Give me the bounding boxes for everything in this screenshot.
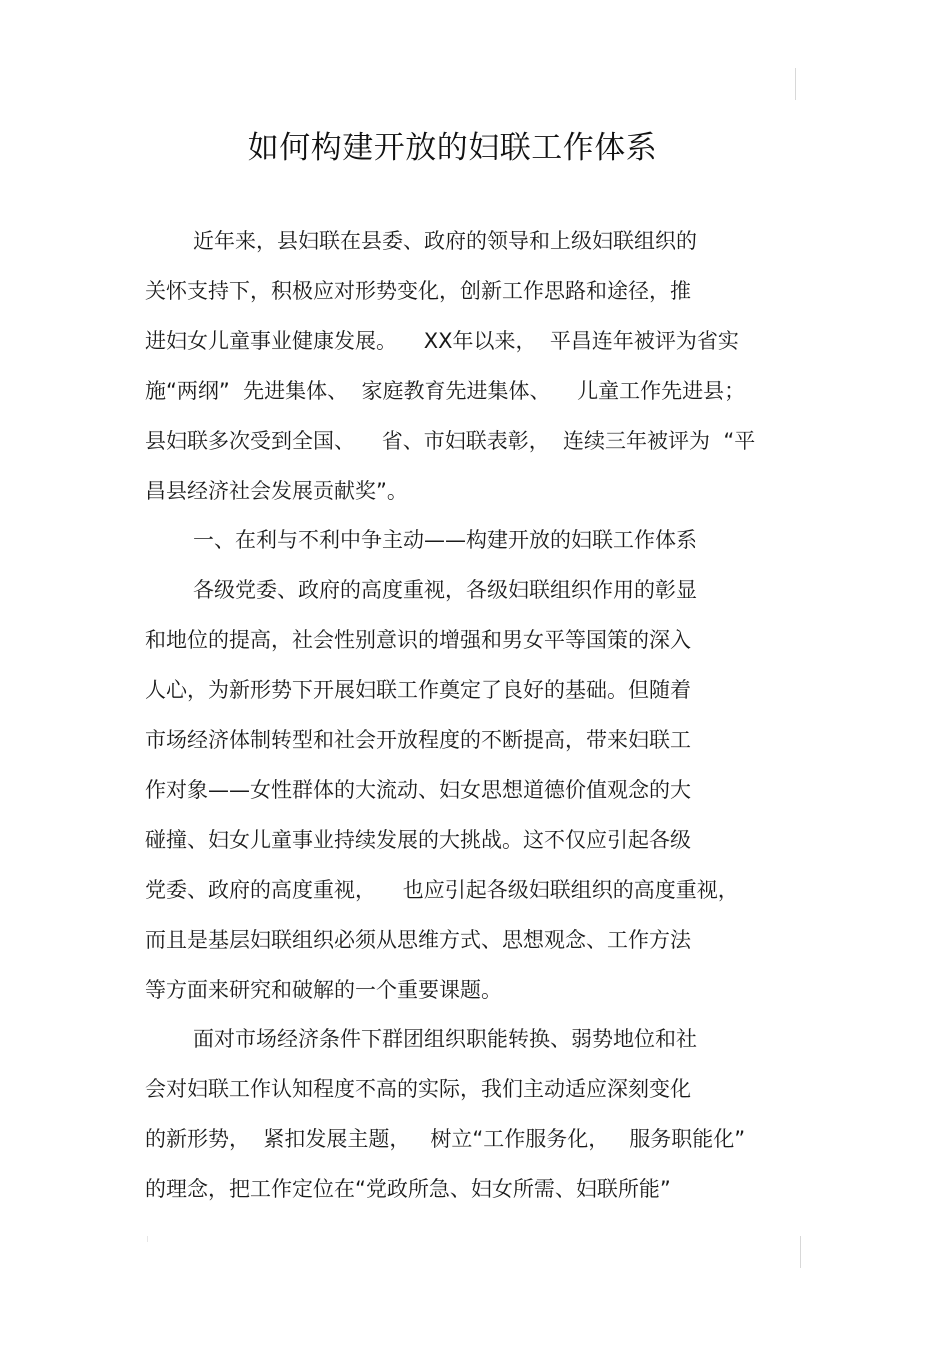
page-edge-mark xyxy=(795,68,796,100)
paragraph-1-line-4: 施“两纲” 先进集体、 家庭教育先进集体、 儿童工作先进县； xyxy=(145,379,746,403)
paragraph-2-line-2: 和地位的提高，社会性别意识的增强和男女平等国策的深入 xyxy=(145,628,691,652)
paragraph-2-line-9: 等方面来研究和破解的一个重要课题。 xyxy=(145,978,502,1002)
page-edge-mark xyxy=(800,1236,801,1268)
paragraph-3-line-2: 会对妇联工作认知程度不高的实际，我们主动适应深刻变化 xyxy=(145,1077,691,1101)
paragraph-2-line-7: 党委、政府的高度重视， 也应引起各级妇联组织的高度重视， xyxy=(145,878,739,902)
paragraph-2-line-5: 作对象——女性群体的大流动、妇女思想道德价值观念的大 xyxy=(145,778,691,802)
paragraph-1-line-2: 关怀支持下，积极应对形势变化，创新工作思路和途径，推 xyxy=(145,279,691,303)
paragraph-2-line-8: 而且是基层妇联组织必须从思维方式、思想观念、工作方法 xyxy=(145,928,691,952)
paragraph-1-line-5: 县妇联多次受到全国、 省、市妇联表彰， 连续三年被评为 “平 xyxy=(145,429,756,453)
paragraph-3-line-4: 的理念，把工作定位在“党政所急、妇女所需、妇联所能” xyxy=(145,1177,671,1201)
paragraph-2-line-4: 市场经济体制转型和社会开放程度的不断提高，带来妇联工 xyxy=(145,728,691,752)
section-heading-1: 一、在利与不利中争主动——构建开放的妇联工作体系 xyxy=(193,528,697,552)
paragraph-2-line-3: 人心，为新形势下开展妇联工作奠定了良好的基础。但随着 xyxy=(145,678,691,702)
paragraph-2-line-6: 碰撞、妇女儿童事业持续发展的大挑战。这不仅应引起各级 xyxy=(145,828,691,852)
paragraph-1-line-6: 昌县经济社会发展贡献奖”。 xyxy=(145,479,408,503)
paragraph-3-line-3: 的新形势， 紧扣发展主题， 树立“工作服务化， 服务职能化” xyxy=(145,1127,746,1151)
paragraph-1-line-3: 进妇女儿童事业健康发展。 XX年以来， 平昌连年被评为省实 xyxy=(145,329,739,353)
page-edge-mark xyxy=(147,1236,148,1242)
document-title: 如何构建开放的妇联工作体系 xyxy=(247,130,658,166)
paragraph-2-line-1: 各级党委、政府的高度重视，各级妇联组织作用的彰显 xyxy=(193,578,697,602)
paragraph-1-line-1: 近年来，县妇联在县委、政府的领导和上级妇联组织的 xyxy=(193,229,697,253)
paragraph-3-line-1: 面对市场经济条件下群团组织职能转换、弱势地位和社 xyxy=(193,1027,697,1051)
